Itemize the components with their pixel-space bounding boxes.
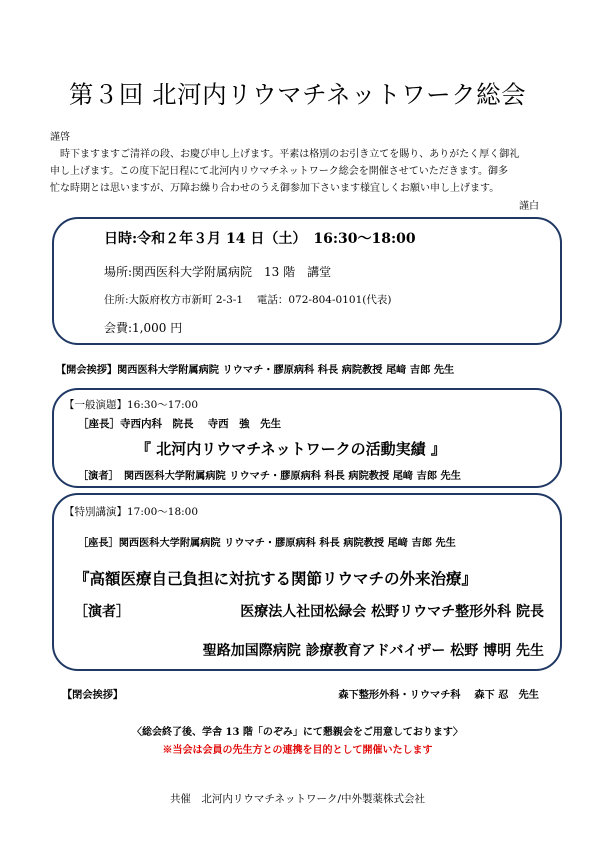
page-title: 第３回 北河内リウマチネットワーク総会 bbox=[68, 80, 527, 109]
general-lecture-header: 【一般演題】16:30〜17:00 bbox=[64, 399, 199, 411]
special-lecture-chair: ［座長］関西医科大学附属病院 リウマチ・膠原病科 科長 病院教授 尾﨑 吉郎 先生 bbox=[78, 537, 456, 549]
sponsor-line: 共催 北河内リウマチネットワーク/中外製薬株式会社 bbox=[169, 793, 426, 805]
greeting-line-2: 申し上げます。この度下記日程にて北河内リウマチネットワーク総会を開催させていただきます。御多 bbox=[50, 166, 508, 177]
general-lecture-chair: ［座長］寺西内科 院長 寺西 強 先生 bbox=[78, 418, 282, 430]
event-info-box bbox=[52, 217, 562, 345]
closing-remarks-speaker: 森下整形外科・リウマチ科 森下 忍 先生 bbox=[338, 690, 539, 701]
general-lecture-box bbox=[52, 388, 562, 488]
special-lecture-speaker-affiliation: 医療法人社団松緑会 松野リウマチ整形外科 院長 bbox=[240, 604, 544, 620]
greeting-closing: 謹白 bbox=[519, 201, 539, 212]
membership-warning: ※当会は会員の先生方との連携を目的として開催いたします bbox=[162, 745, 433, 756]
event-fee: 会費:1,000 円 bbox=[104, 321, 183, 335]
event-datetime: 日時:令和２年３月 14 日（土） 16:30〜18:00 bbox=[104, 231, 416, 247]
general-lecture-speaker: ［演者］ 関西医科大学附属病院 リウマチ・膠原病科 科長 病院教授 尾﨑 吉郎 先生 bbox=[78, 470, 461, 482]
special-lecture-box bbox=[52, 493, 562, 671]
opening-remarks: 【開会挨拶】関西医科大学附属病院 リウマチ・膠原病科 科長 病院教授 尾﨑 吉郎 先生 bbox=[56, 365, 455, 376]
closing-remarks-label: 【閉会挨拶】 bbox=[62, 690, 124, 701]
greeting-opening: 謹啓 bbox=[50, 132, 70, 143]
special-lecture-speaker-label: ［演者］ bbox=[74, 604, 130, 620]
special-lecture-header: 【特別講演】17:00〜18:00 bbox=[64, 506, 199, 518]
event-venue: 場所:関西医科大学附属病院 13 階 講堂 bbox=[104, 265, 332, 279]
special-lecture-title: 『高額医療自己負担に対抗する関節リウマチの外来治療』 bbox=[74, 569, 478, 588]
special-lecture-speaker-name: 聖路加国際病院 診療教育アドバイザー 松野 博明 先生 bbox=[202, 643, 544, 659]
general-lecture-title: 『 北河内リウマチネットワークの活動実績 』 bbox=[136, 440, 446, 458]
greeting-line-1: 時下ますますご清祥の段、お慶び申し上げます。平素は格別のお引き立てを賜り、ありがたく厚く御礼 bbox=[60, 149, 520, 160]
banquet-note: 〈総会終了後、学舎 13 階「のぞみ」にて懇親会をご用意しております〉 bbox=[132, 727, 463, 738]
greeting-line-3: 忙な時期とは思いますが、万障お繰り合わせのうえ御参加下さいます様宜しくお願い申し上げます。 bbox=[50, 183, 500, 194]
event-address: 住所:大阪府枚方市新町 2-3-1 電話：072-804-0101(代表) bbox=[104, 294, 392, 306]
